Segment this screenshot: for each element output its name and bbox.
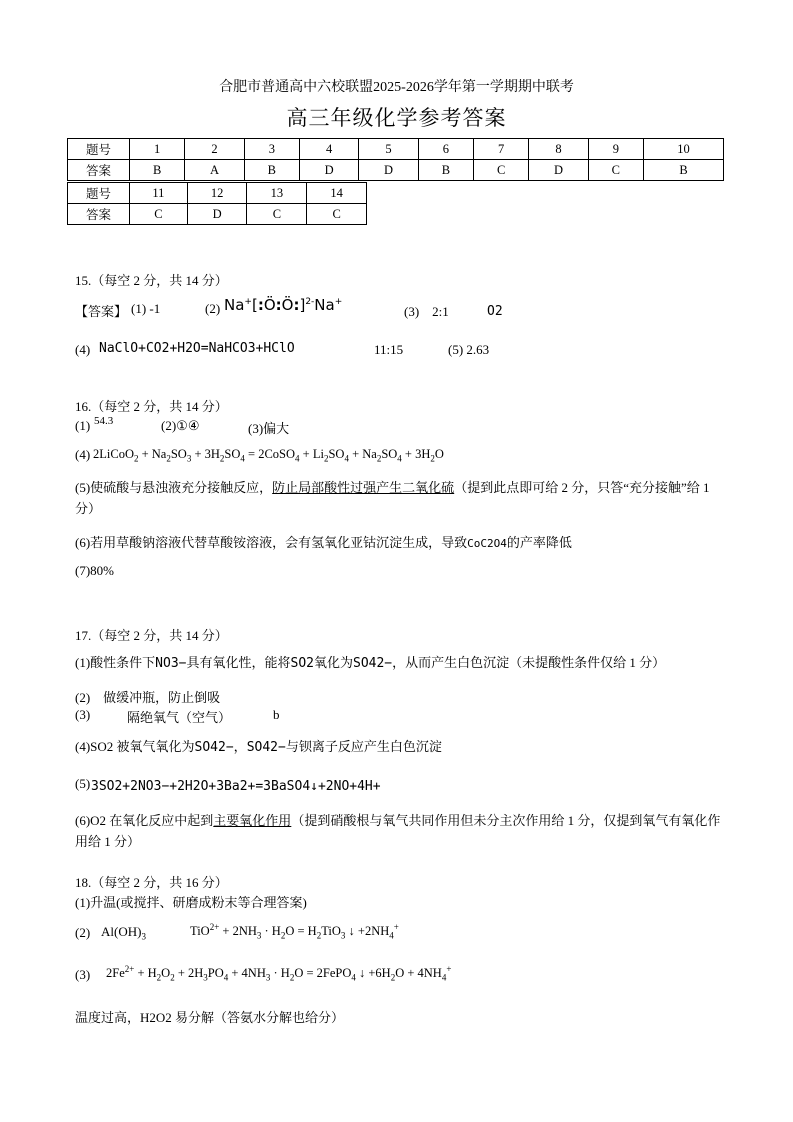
q17-header: 17.（每空 2 分，共 14 分） xyxy=(75,628,228,643)
formula: NO3− xyxy=(155,656,187,671)
q15-answer-5: (5) 2.63 xyxy=(448,342,490,357)
q16-answer-6 xyxy=(75,532,572,551)
table-cell: 4 xyxy=(299,139,358,160)
table-cell: 答案 xyxy=(68,204,130,225)
table-cell: C xyxy=(130,204,188,225)
exam-subtitle: 合肥市普通高中六校联盟2025-2026学年第一学期期中联考 xyxy=(219,80,574,95)
q15-label: 【答案】 xyxy=(75,304,128,319)
q15-header: 15.（每空 2 分，共 14 分） xyxy=(75,273,228,288)
table-cell: B xyxy=(130,160,185,181)
peroxide-lewis-structure: Na+[:Ö:Ö:]$^{2-}$Na+ xyxy=(224,296,343,314)
answer-text: (6)若用草酸钠溶液代替草酸铵溶液，会有氢氧化亚钴沉淀生成，导致 xyxy=(75,535,468,550)
table-cell: B xyxy=(418,160,473,181)
table-cell: 3 xyxy=(244,139,299,160)
q15-answer-4-prefix: (4) xyxy=(75,342,91,357)
q17-answer-3: 隔绝氧气（空气） xyxy=(127,710,232,725)
q18-answer-2-prefix: (2) xyxy=(75,925,91,940)
table-cell: D xyxy=(187,204,247,225)
formula: SO42− xyxy=(194,740,234,755)
table-cell: A xyxy=(185,160,244,181)
q18-answer-2-hydroxide: $Al(OH)_3$ xyxy=(101,924,146,942)
formula: SO42− xyxy=(246,740,286,755)
table-cell: 6 xyxy=(418,139,473,160)
answer-table-top xyxy=(67,138,724,181)
q18-answer-1: (1)升温(或搅拌、研磨成粉末等合理答案) xyxy=(75,895,307,910)
key-point: 主要氧化作用 xyxy=(213,813,292,828)
q16-answer-1-prefix: (1) xyxy=(75,418,91,433)
answer-table-bottom xyxy=(67,182,367,225)
q15-answer-4-equation: NaClO+CO2+H2O=NaHCO3+HClO xyxy=(99,341,295,356)
q16-answer-4-prefix: (4) xyxy=(75,447,91,462)
q18-answer-3-note: 温度过高，H2O2 易分解（答氨水分解也给分） xyxy=(75,1010,345,1025)
answer-text: 具有氧化性，能将 xyxy=(186,655,291,670)
table-cell: 题号 xyxy=(68,183,130,204)
q16-answer-4-equation: 2LiCoO$_2$ + $Na_2SO_3 + 3H_2SO_4$ = 2CoSO$_4$ + $Li_2SO_4 + Na_2SO_4 + 3H_2O$ xyxy=(93,447,444,464)
answer-text: (4)SO2 被氧气氧化为 xyxy=(75,739,195,754)
q18-header: 18.（每空 2 分，共 16 分） xyxy=(75,875,228,890)
q15-answer-4-ratio: 11:15 xyxy=(374,342,404,357)
q16-answer-3: (3)偏大 xyxy=(248,421,290,436)
q15-answer-2-prefix: (2) xyxy=(205,301,221,316)
scoring-note: （提到此点即可给 2 分，只答“充分接触”给 1 分） xyxy=(75,480,710,516)
key-point: 防止局部酸性过强产生二氧化硫 xyxy=(272,480,455,495)
answer-text: (1)酸性条件下 xyxy=(75,655,156,670)
answer-text: (5)使硫酸与悬浊液充分接触反应， xyxy=(75,480,273,495)
table-cell: 题号 xyxy=(68,139,130,160)
table-row xyxy=(68,204,367,225)
page-title: 高三年级化学参考答案 xyxy=(286,106,507,130)
table-cell: C xyxy=(247,204,307,225)
table-cell: 5 xyxy=(359,139,418,160)
answer-text: (6)O2 在氧化反应中起到 xyxy=(75,813,214,828)
table-cell: 8 xyxy=(529,139,588,160)
table-cell: 答案 xyxy=(68,160,130,181)
table-cell: 11 xyxy=(130,183,188,204)
table-cell: 13 xyxy=(247,183,307,204)
q16-header: 16.（每空 2 分，共 14 分） xyxy=(75,399,228,414)
q16-answer-1-value: 54.3 xyxy=(94,415,114,427)
formula: SO2 xyxy=(290,656,314,671)
q17-answer-5-equation: 3SO2+2NO3−+2H2O+3Ba2+=3BaSO4↓+2NO+4H+ xyxy=(91,779,381,794)
table-cell: 14 xyxy=(307,183,367,204)
table-cell: 1 xyxy=(130,139,185,160)
table-cell: D xyxy=(359,160,418,181)
q17-answer-3-b: b xyxy=(273,707,280,722)
table-row xyxy=(68,139,724,160)
q17-answer-6 xyxy=(75,810,725,852)
answer-text: ， xyxy=(233,739,247,754)
formula: SO42− xyxy=(353,656,393,671)
table-cell: C xyxy=(307,204,367,225)
q15-answer-3-o2: O2 xyxy=(487,304,503,319)
q18-answer-3-equation: $2Fe^{2+} + H_2O_2 + 2H_3PO_4 + 4NH_3 \cdot H_2O$ = 2FePO$_4$ ↓ $+6H_2O + 4NH_4^+$ xyxy=(106,963,452,983)
q15-answer-1: (1) -1 xyxy=(131,301,161,316)
table-cell: 7 xyxy=(474,139,529,160)
table-cell: D xyxy=(299,160,358,181)
table-cell: B xyxy=(244,160,299,181)
table-cell: D xyxy=(529,160,588,181)
q17-answer-3-prefix: (3) xyxy=(75,707,91,722)
q17-answer-5-prefix: (5) xyxy=(75,776,91,791)
table-cell: 10 xyxy=(643,139,723,160)
table-cell: 9 xyxy=(588,139,643,160)
q18-answer-2-equation: $TiO^{2+} + 2NH_3 \cdot H_2O = H_2TiO_3$ ↓ $+2NH_4^+$ xyxy=(190,921,399,941)
table-cell: 12 xyxy=(187,183,247,204)
table-row xyxy=(68,160,724,181)
q17-answer-1 xyxy=(75,652,665,671)
q18-answer-3-prefix: (3) xyxy=(75,967,91,982)
q16-answer-5 xyxy=(75,477,725,519)
q17-answer-4 xyxy=(75,736,442,755)
table-cell: C xyxy=(474,160,529,181)
answer-text: 氧化为 xyxy=(313,655,353,670)
scoring-note: （提到硝酸根与氧气共同作用但未分主次作用给 1 分，仅提到氧气有氧化作用给 1 分） xyxy=(75,813,721,849)
answer-text: 与钡离子反应产生白色沉淀 xyxy=(285,739,442,754)
q17-answer-2: (2) 做缓冲瓶，防止倒吸 xyxy=(75,690,221,705)
q16-answer-2: (2)①④ xyxy=(161,418,200,433)
formula: CoC2O4 xyxy=(467,537,507,550)
q16-answer-7: (7)80% xyxy=(75,563,114,578)
table-cell: 2 xyxy=(185,139,244,160)
table-row xyxy=(68,183,367,204)
table-cell: B xyxy=(643,160,723,181)
q15-answer-3: (3) 2:1 xyxy=(404,304,449,319)
answer-text: 的产率降低 xyxy=(506,535,572,550)
table-cell: C xyxy=(588,160,643,181)
answer-text: ，从而产生白色沉淀（未提酸性条件仅给 1 分） xyxy=(392,655,666,670)
